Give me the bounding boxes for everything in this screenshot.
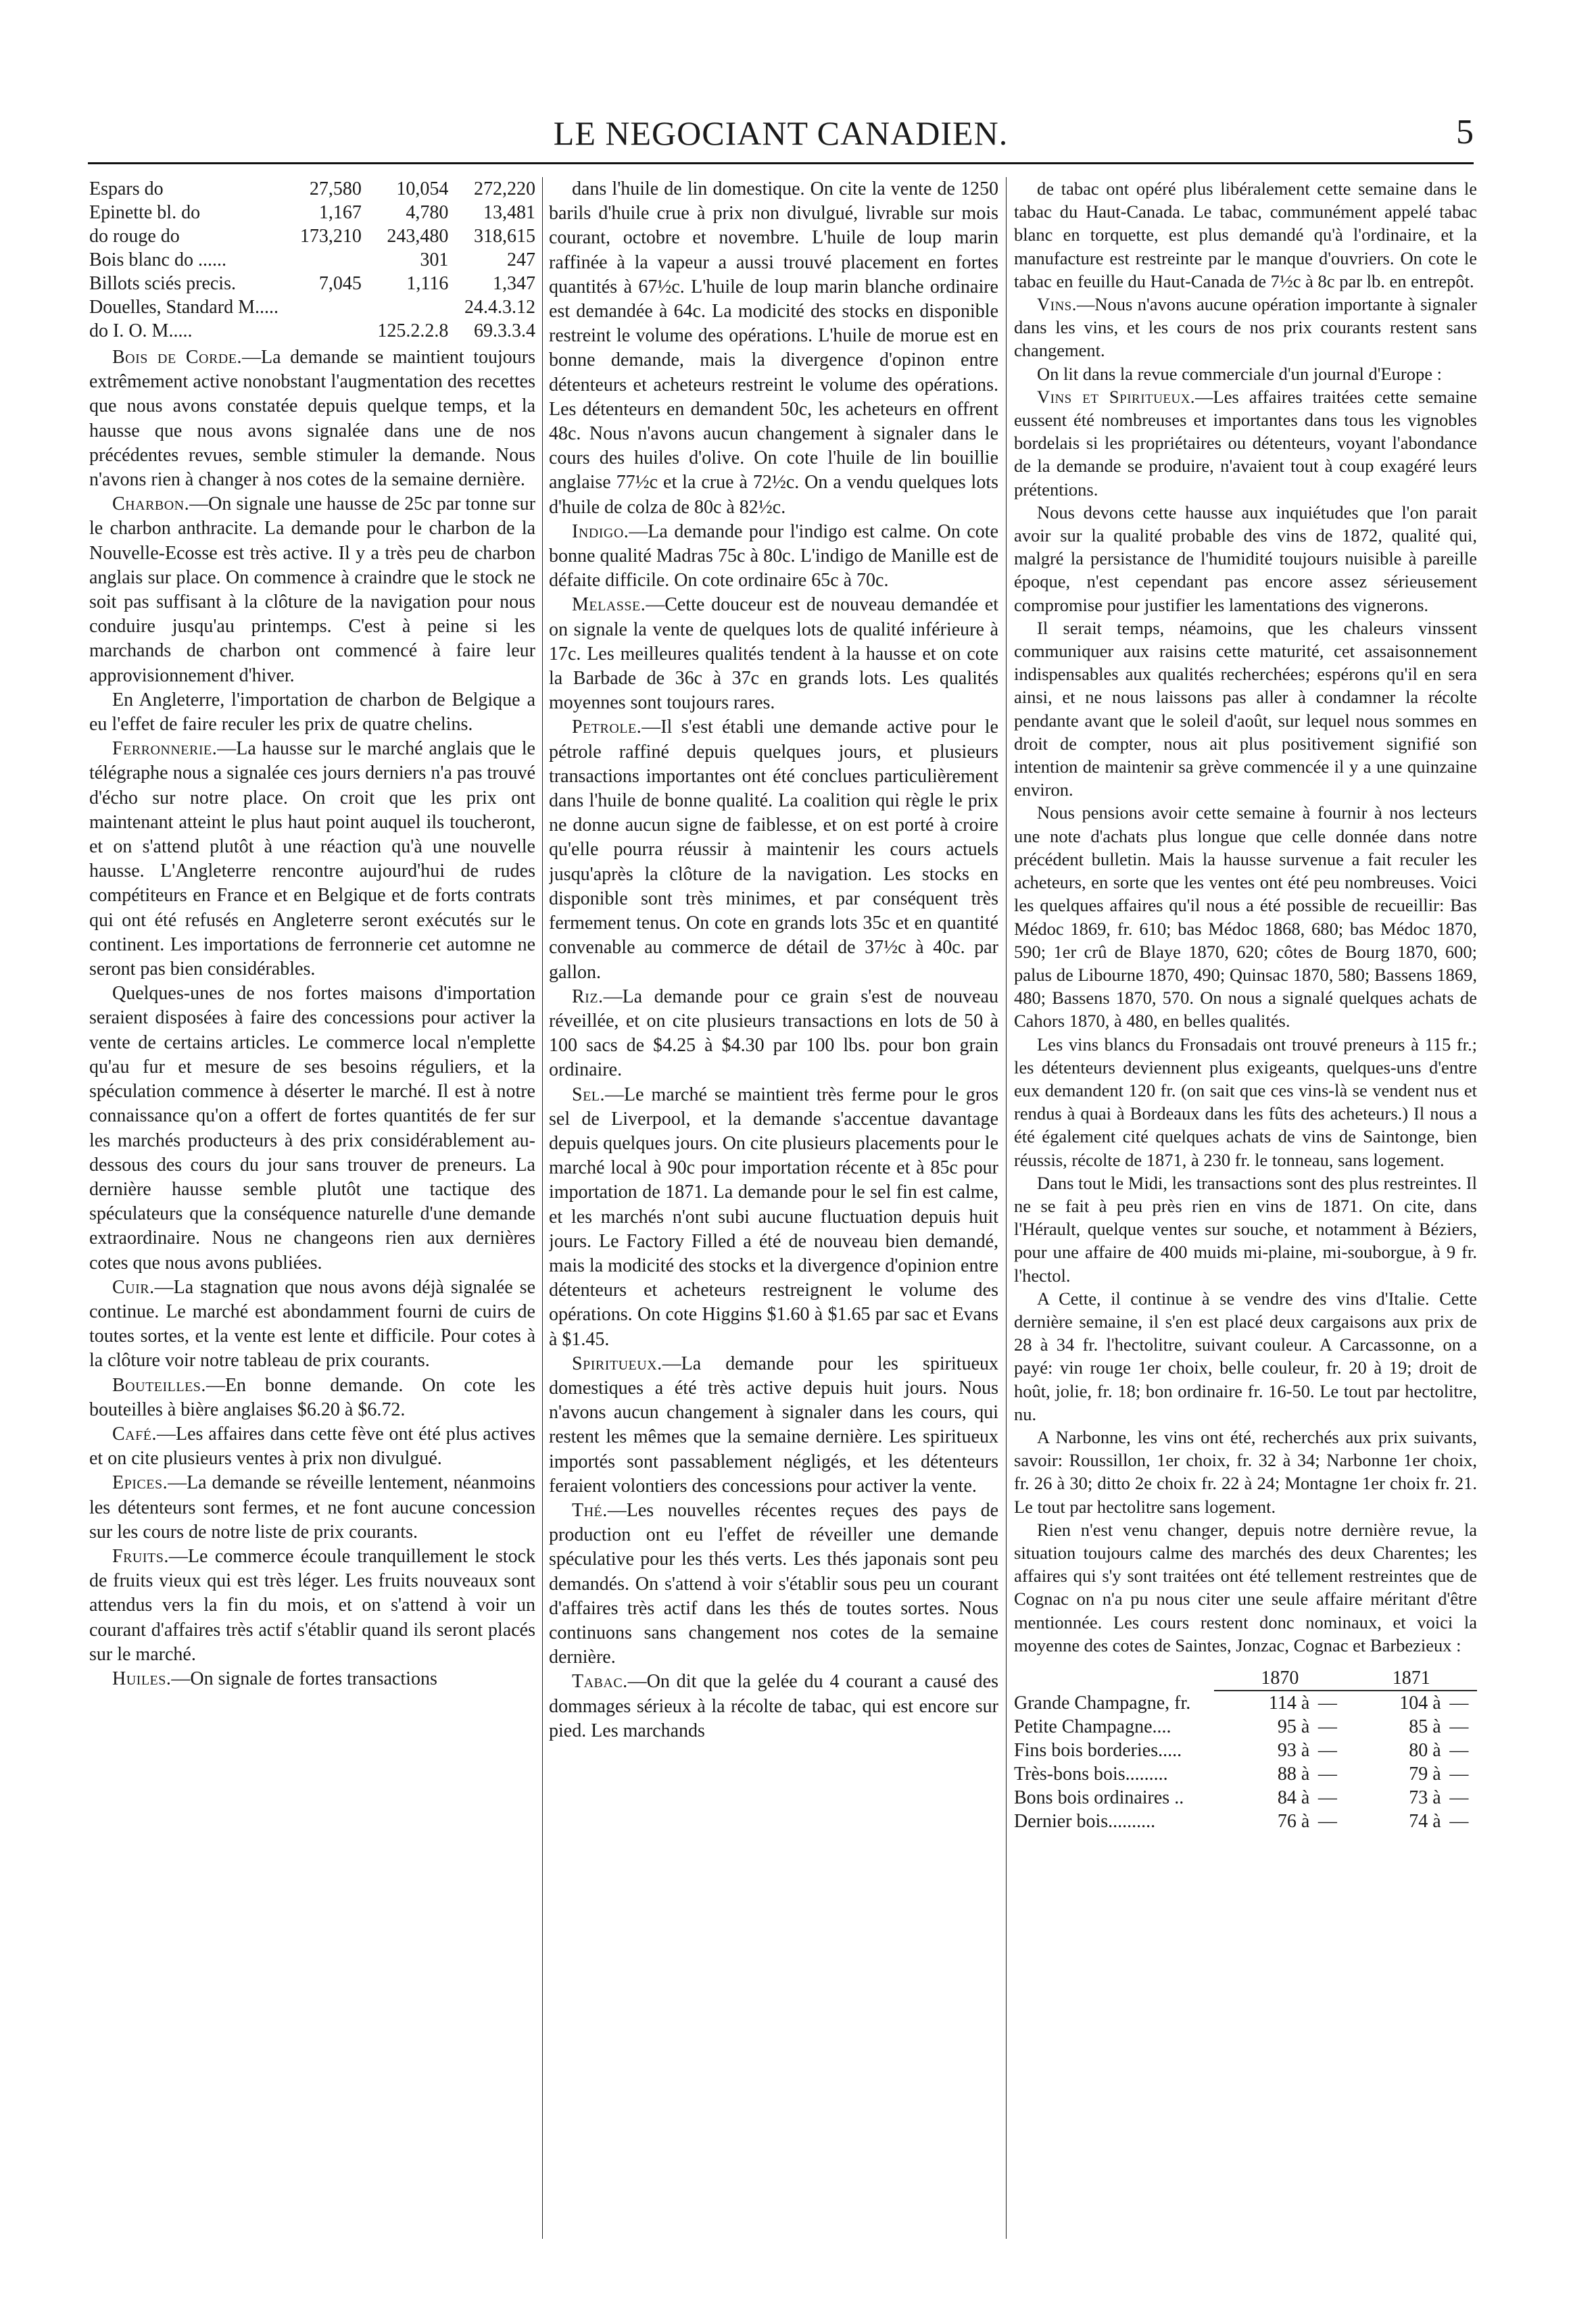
price-1870: 76 à: [1277, 1811, 1310, 1832]
paragraph-text: —Cette douceur est de nouveau demandée et on signale la vente de quelques lots de qualité inférieure à 17c. Les meilleures qualités tendent à la hausse et on cote la Barbade de 36c à 37c en grands lots. Les qualités moyennes sont toujours rares.: [549, 594, 998, 714]
price-1870: 88 à: [1277, 1764, 1310, 1785]
section-heading: Cuir.: [112, 1276, 155, 1298]
paragraph-text: En Angleterre, l'importation de charbon de Belgique a eu l'effet de faire reculer les prix de quatre chelins.: [89, 689, 535, 735]
paragraph-text: —Les affaires traitées cette semaine eussent été nombreuses et importantes dans tous les vignobles bordelais si les propriétaires ou détenteurs, voyant l'abondance de la demande se produire, n'avaient tout à coup exagéré leurs prétentions.: [1014, 386, 1477, 500]
article-paragraph: [549, 985, 998, 1083]
paragraph-text: Nous devons cette hausse aux inquiétudes que l'on parait avoir sur la qualité probable des vins de 1872, qualité qui, malgré la persistance de l'humidité toujours nuisible à pareille époque, n'est cependant pas encore assez sérieusement compromise pour justifier les lamentations des vignerons.: [1014, 502, 1477, 615]
lumber-row: [89, 272, 535, 295]
wine-label: Fins bois borderies.....: [1014, 1740, 1182, 1761]
paragraph-text: —Le marché se maintient très ferme pour le gros sel de Liverpool, et la demande s'accentue davantage depuis quelques jours. On cite plusieurs placements pour le marché local à 90c pour importation récente et à 85c pour importation de 1871. La demande pour le sel fin est calme, et les marchés n'ont subi aucune fluctuation depuis huit jours. Le Factory Filled a été de nouveau bien demandé, mais la modicité des stocks et la divergence d'opinion entre détenteurs et acheteurs restreignent le volume des opérations. On cote Higgins $1.60 à $1.65 par sac et Evans à $1.45.: [549, 1084, 998, 1350]
article-paragraph: [89, 492, 535, 688]
wine-row: [1014, 1691, 1477, 1715]
section-heading: Melasse.: [572, 594, 646, 616]
lumber-value: 125.2.2.8: [377, 320, 449, 341]
article-paragraph: [1014, 801, 1477, 1032]
section-heading: Charbon.: [112, 493, 190, 515]
dash-1871: —: [1449, 1811, 1469, 1832]
paragraph-text: —Il s'est établi une demande active pour le pétrole raffiné depuis quelques jours, et plusieurs transactions importantes ont été conclues particulièrement dans l'huile de bonne qualité. La coalition qui règle le prix ne donne aucun signe de faiblesse, et on est porté à croire qu'elle pourra réussir à maintenir les cours actuels jusqu'après la clôture de la navigation. Les stocks en disponible sont très minimes, et par conséquent très fermement tenus. On cote en grands lots 35c et en quantité convenable au commerce de détail de 37½c à 40c. par gallon.: [549, 717, 998, 983]
wine-label: Grande Champagne, fr.: [1014, 1692, 1191, 1714]
article-paragraph: [549, 1670, 998, 1743]
article-paragraph: [1014, 385, 1477, 501]
lumber-item: do rouge do: [89, 226, 180, 247]
dash-1870: —: [1317, 1764, 1337, 1785]
section-heading: Sel.: [572, 1084, 606, 1105]
masthead-title: LE NEGOCIANT CANADIEN.: [553, 114, 1009, 152]
paragraph-text: A Narbonne, les vins ont été, recherchés aux prix suivants, savoir: Roussillon, 1er choix, fr. 32 à 34; Narbonne 1er choix, fr. 26 à 30; ditto 2e choix fr. 22 à 24; Montagne 1er choix fr. 21. Le tout par hectolitre sans logement.: [1014, 1426, 1477, 1517]
paragraph-text: Nous pensions avoir cette semaine à fournir à nos lecteurs une note d'achats plus longue que celle donnée dans notre précédent bulletin. Mais la hausse survenue a fait reculer les acheteurs, en sorte que les ventes ont été peu nombreuses. Voici les quelques affaires qu'il nous a été possible de recueillir: Bas Médoc 1869, fr. 610; bas Médoc 1868, 680; bas Médoc 1870, 590; 1er crû de Blaye 1870, 620; côtes de Bourg 1870, 600; palus de Libourne 1870, 490; Quinsac 1870, 580; Bassens 1869, 480; Bassens 1870, 570. On nous a signalé quelques achats de Cahors 1870, à 480, en belles qualités.: [1014, 802, 1477, 1032]
price-1870: 84 à: [1277, 1787, 1310, 1808]
wine-table-header: [1014, 1666, 1477, 1691]
lumber-item: Espars do: [89, 178, 164, 199]
price-1871: 104 à: [1399, 1693, 1441, 1714]
dash-1870: —: [1317, 1740, 1337, 1761]
price-1870: 114 à: [1268, 1693, 1310, 1714]
paragraph-text: —La hausse sur le marché anglais que le télégraphe nous a signalée ces jours derniers n'a pas trouvé d'écho sur notre place. On croit que les prix ont maintenant atteint le plus haut point auquel ils toucheront, et on s'attend plutôt à une réaction qu'à une nouvelle hausse. L'Angleterre rencontre aujourd'hui de rudes compétiteurs en France et en Belgique et de forts contrats qui ont été refusés en Angleterre seront exécutés sur le continent. Les importations de ferronnerie cet automne ne seront pas bien considérables.: [89, 738, 535, 980]
wine-label: Dernier bois..........: [1014, 1811, 1156, 1832]
paragraph-text: —La demande pour l'indigo est calme. On cote bonne qualité Madras 75c à 80c. L'indigo de Manille est de défaite difficile. On cote ordinaire 65c à 70c.: [549, 520, 998, 591]
article-paragraph: [1014, 293, 1477, 362]
article-paragraph: [549, 715, 998, 984]
wine-row: [1014, 1810, 1477, 1833]
price-1871: 73 à: [1409, 1787, 1441, 1808]
page-number: 5: [1456, 113, 1474, 151]
section-heading: Ferronnerie.: [112, 738, 218, 760]
lumber-table: [89, 177, 535, 343]
article-paragraph: [89, 737, 535, 982]
dash-1870: —: [1317, 1693, 1337, 1714]
wine-row: [1014, 1762, 1477, 1786]
paragraph-text: Quelques-unes de nos fortes maisons d'importation seraient disposées à faire des concessions pour activer la vente de certains articles. Le commerce local n'emplette qu'au fur et mesure de ses besoins réguliers, et la spéculation commence à déserter le marché. Il est à notre connaissance qu'on a offert de fortes quantités de fer sur les marchés producteurs à des prix considérablement au-dessous des cours du jour sans trouver de preneurs. La dernière hausse semble plutôt une tactique des spéculateurs que la conséquence naturelle d'une demande extraordinaire. Nous ne changeons rien aux dernières cotes que nous avons publiées.: [89, 983, 535, 1274]
paragraph-text: —Nous n'avons aucune opération importante à signaler dans les vins, et les cours de nos prix courants restent sans changement.: [1014, 294, 1477, 361]
paragraph-text: —La demande pour ce grain s'est de nouveau réveillée, et on cite plusieurs transactions en lots de 50 à 100 sacs de $4.25 à $4.30 par 100 lbs. pour bon grain ordinaire.: [549, 986, 998, 1081]
lumber-value: 69.3.3.4: [474, 320, 535, 341]
dash-1871: —: [1449, 1716, 1469, 1737]
column-2: [549, 177, 998, 2239]
article-paragraph: [89, 1422, 535, 1471]
lumber-row: [89, 201, 535, 224]
price-1871: 79 à: [1409, 1764, 1441, 1785]
lumber-value: 24.4.3.12: [464, 297, 535, 318]
wine-header-blank: [1014, 1666, 1214, 1691]
wine-label: Bons bois ordinaires ..: [1014, 1787, 1184, 1808]
lumber-value: 10,054: [396, 178, 449, 199]
column-1: [89, 177, 535, 2239]
lumber-row: [89, 224, 535, 248]
article-paragraph: [89, 1276, 535, 1374]
article-paragraph: [1014, 1287, 1477, 1426]
paragraph-text: —La demande se maintient toujours extrêmement active nonobstant l'augmentation des recettes que nous avons constatée depuis quelque temps, et la hausse que nous avons signalée dans une de nos précédentes revues, semble stimuler la demande. Nous n'avons rien à changer à nos cotes de la semaine dernière.: [89, 347, 535, 491]
article-paragraph: [89, 982, 535, 1275]
lumber-value: 27,580: [309, 178, 362, 199]
section-heading: Petrole.: [572, 717, 642, 738]
article-paragraph: [1014, 177, 1477, 293]
section-heading: Indigo.: [572, 520, 629, 542]
section-heading: Fruits.: [112, 1545, 169, 1567]
lumber-value: 173,210: [299, 226, 362, 247]
paragraph-text: —Les nouvelles récentes reçues des pays de production ont eu l'effet de réveiller une demande spéculative pour les thés verts. Les thés japonais sont peu demandés. On s'attend à voir s'établir sous peu un courant d'affaires très actif dans les thés de toutes sortes. Nous continuons sans changement nos cotes de la semaine dernière.: [549, 1499, 998, 1668]
lumber-item: Epinette bl. do: [89, 202, 201, 223]
article-paragraph: [1014, 1171, 1477, 1287]
paragraph-text: de tabac ont opéré plus libéralement cette semaine dans le tabac du Haut-Canada. Le tabac, communément appelé tabac blanc en torquette, est plus demandé qu'à l'ordinaire, et la manufacture est restreinte par le manque d'ouvriers. On cote le tabac en feuille du Haut-Canada de 7½c à 8c par lb. en entrepôt.: [1014, 178, 1477, 291]
article-paragraph: [549, 1352, 998, 1499]
paragraph-text: —En bonne demande. On cote les bouteilles à bière anglaises $6.20 à $6.72.: [89, 1374, 535, 1420]
price-1871: 80 à: [1409, 1740, 1441, 1761]
lumber-value: 318,615: [474, 226, 535, 247]
paragraph-text: Les vins blancs du Fronsadais ont trouvé preneurs à 115 fr.; les détenteurs deviennent plus exigeants, quelques-uns d'entre eux demandent 120 fr. (on sait que ces vins-là se vendent nus et rendus à quai à Bordeaux dans les fûts des acheteurs.) Il nous a été également cité quelques achats de vins de Saintonge, bien réussis, récolte de 1871, à 230 fr. le tonneau, sans logement.: [1014, 1034, 1477, 1170]
wine-row: [1014, 1715, 1477, 1739]
lumber-value: [279, 248, 362, 272]
article-paragraph: [89, 1545, 535, 1667]
lumber-row: [89, 248, 535, 272]
lumber-value: 7,045: [318, 273, 362, 294]
section-heading: Bouteilles.: [112, 1374, 206, 1396]
section-heading: Vins.: [1037, 294, 1077, 315]
lumber-item: Bois blanc do ......: [89, 249, 226, 270]
paragraph-text: —On signale de fortes transactions: [171, 1668, 437, 1689]
paragraph-text: A Cette, il continue à se vendre des vins d'Italie. Cette dernière semaine, il s'en est placé deux cargaisons aux prix de 28 à 34 fr. l'hectolitre, suivant couleur. A Carcassonne, on a payé: vin rouge 1er choix, belle couleur, fr. 20 à 19; droit de hoût, jolie, fr. 18; bon ordinaire fr. 16-50. Le tout par hectolitre, nu.: [1014, 1288, 1477, 1424]
lumber-value: 4,780: [406, 202, 449, 223]
lumber-value: 243,480: [387, 226, 449, 247]
article-paragraph: [1014, 1518, 1477, 1657]
lumber-value: 247: [507, 249, 535, 270]
dash-1871: —: [1449, 1740, 1469, 1761]
paragraph-text: dans l'huile de lin domestique. On cite la vente de 1250 barils d'huile crue à prix non divulgué, livrable sur mois courant, octobre et novembre. L'huile de loup marin raffinée à la vapeur a aussi trouvé placement en fortes quantités à 67½c. L'huile de loup marin blanche ordinaire est demandée à 64c. La modicité des stocks en disponible restreint le volume des opérations. L'huile de morue est en bonne demande, mais la divergence d'opinon entre détenteurs et acheteurs restreint le volume des opérations. Les détenteurs en demandent 50c, les acheteurs en offrent 48c. Nous n'avons aucun changement à signaler dans le cours des huiles d'olive. On cote l'huile de lin bouillie anglaise 77½c et la crue à 72½c. On a vendu quelques lots d'huile de colza de 80c à 82½c.: [549, 178, 998, 518]
price-1870: 93 à: [1277, 1740, 1310, 1761]
section-heading: Vins et Spiritueux.: [1037, 386, 1196, 407]
year-1870: 1870: [1214, 1666, 1345, 1691]
paragraph-text: —On signale une hausse de 25c par tonne sur le charbon anthracite. La demande pour le charbon de la Nouvelle-Ecosse est très active. Il y a très peu de charbon anglais sur place. On commence à craindre que le stock ne soit pas suffisant à la clôture de la navigation pour nous conduire jusqu'au printemps. C'est à peine si les marchands de charbon ont commencé à faire leur approvisionnement d'hiver.: [89, 493, 535, 686]
article-paragraph: [1014, 1426, 1477, 1518]
paragraph-text: Rien n'est venu changer, depuis notre dernière revue, la situation toujours calme des marchés des deux Charentes; les affaires qui s'y sont traitées ont été tellement restreintes que de Cognac on n'a pu nous citer une seule affaire méritant d'être mentionnée. Les cours restent donc nominaux, et voici la moyenne des cotes de Saintes, Jonzac, Cognac et Barbezieux :: [1014, 1519, 1477, 1655]
price-1870: 95 à: [1277, 1716, 1310, 1737]
lumber-value: 13,481: [483, 202, 535, 223]
column-3: [1014, 177, 1477, 2239]
article-paragraph: [549, 593, 998, 715]
wine-row: [1014, 1786, 1477, 1810]
lumber-value: [362, 295, 449, 319]
column-divider: [1006, 177, 1007, 2239]
lumber-value: [279, 319, 362, 343]
section-heading: Bois de Corde.: [112, 347, 242, 368]
dash-1870: —: [1317, 1716, 1337, 1737]
wine-label: Petite Champagne....: [1014, 1716, 1171, 1737]
section-heading: Epices.: [112, 1472, 168, 1494]
paragraph-text: —On dit que la gelée du 4 courant a causé des dommages sérieux à la récolte de tabac, qui est encore sur pied. Les marchands: [549, 1671, 998, 1741]
article-paragraph: [1014, 501, 1477, 616]
article-paragraph: [1014, 362, 1477, 385]
wine-label: Très-bons bois.........: [1014, 1764, 1168, 1785]
article-paragraph: [89, 345, 535, 492]
price-1871: 74 à: [1409, 1811, 1441, 1832]
column-divider: [542, 177, 543, 2239]
lumber-row: [89, 319, 535, 343]
paragraph-text: —Le commerce écoule tranquillement le stock de fruits vieux qui est très léger. Les fruits nouveaux sont attendus vers la fin du mois, et on s'attend à voir un courant d'affaires très actif s'établir quand ils seront placés sur le marché.: [89, 1545, 535, 1665]
dash-1871: —: [1449, 1693, 1469, 1714]
section-heading: Spiritueux.: [572, 1353, 662, 1374]
paragraph-text: —La demande se réveille lentement, néanmoins les détenteurs sont fermes, et ne font aucune concession sur les cours de notre liste de prix courants.: [89, 1472, 535, 1543]
article-paragraph: [89, 1471, 535, 1545]
article-paragraph: [549, 1499, 998, 1670]
page-header: [88, 108, 1474, 164]
lumber-value: [279, 295, 362, 319]
section-heading: Huiles.: [112, 1668, 172, 1689]
year-1871: 1871: [1346, 1666, 1478, 1691]
dash-1871: —: [1449, 1764, 1469, 1785]
lumber-value: 1,116: [406, 273, 449, 294]
cognac-price-table: [1014, 1666, 1477, 1833]
wine-row: [1014, 1739, 1477, 1762]
article-paragraph: [89, 688, 535, 737]
article-paragraph: [549, 1083, 998, 1352]
article-paragraph: [1014, 616, 1477, 802]
paragraph-text: Il serait temps, néamoins, que les chaleurs vinssent communiquer aux raisins cette maturité, cet assaisonnement indispensables aux qualités recherchées; espérons qu'il en sera ainsi, et ne nous laissons pas aller à condamner la récolte pendante avant que le soleil d'août, sur lequel nous sommes en droit de compter, nous ait plus positivement signifié son intention de maintenir sa grève commencée il y a une quinzaine environ.: [1014, 617, 1477, 800]
lumber-value: 272,220: [474, 178, 535, 199]
lumber-value: 301: [420, 249, 449, 270]
paragraph-text: Dans tout le Midi, les transactions sont des plus restreintes. Il ne se fait à peu près rien en vins de 1871. On cite, dans l'Hérault, quelque ventes sur souche, et notamment à Béziers, pour une affaire de 400 muids mi-plaine, mi-souborgue, à 9 fr. l'hectol.: [1014, 1172, 1477, 1286]
column-3-text: [1014, 177, 1477, 1657]
lumber-row: [89, 177, 535, 201]
article-paragraph: [549, 177, 998, 520]
article-paragraph: [89, 1667, 535, 1691]
dash-1871: —: [1449, 1787, 1469, 1808]
paragraph-text: —La stagnation que nous avons déjà signalée se continue. Le marché est abondamment fourni de cuirs de toutes sortes, et la vente est lente et difficile. Pour cotes à la clôture voir notre tableau de prix courants.: [89, 1276, 535, 1372]
column-1-text: [89, 345, 535, 1691]
section-heading: Café.: [112, 1423, 157, 1445]
price-1871: 85 à: [1409, 1716, 1441, 1737]
paragraph-text: On lit dans la revue commerciale d'un journal d'Europe :: [1037, 363, 1442, 384]
lumber-value: 1,167: [318, 202, 362, 223]
paragraph-text: —La demande pour les spiritueux domestiques a été très active depuis huit jours. Nous n'avons aucun changement à signaler dans les cours, qui restent les mêmes que la semaine dernière. Les spiritueux importés sont passablement négligés, et les détenteurs feraient volontiers des concessions pour activer la vente.: [549, 1353, 998, 1497]
lumber-item: Billots sciés precis.: [89, 273, 236, 294]
lumber-value: 1,347: [493, 273, 535, 294]
lumber-item: do I. O. M.....: [89, 320, 193, 341]
lumber-item: Douelles, Standard M.....: [89, 297, 279, 318]
dash-1870: —: [1317, 1787, 1337, 1808]
article-paragraph: [549, 520, 998, 594]
paragraph-text: —Les affaires dans cette fève ont été plus actives et on cite plusieurs ventes à prix non divulgué.: [89, 1423, 535, 1470]
section-heading: Riz.: [572, 986, 604, 1007]
dash-1870: —: [1317, 1811, 1337, 1832]
section-heading: Tabac.: [572, 1671, 628, 1693]
section-heading: Thé.: [572, 1499, 608, 1521]
lumber-row: [89, 295, 535, 319]
article-paragraph: [1014, 1033, 1477, 1171]
column-2-text: [549, 177, 998, 1743]
article-paragraph: [89, 1374, 535, 1422]
